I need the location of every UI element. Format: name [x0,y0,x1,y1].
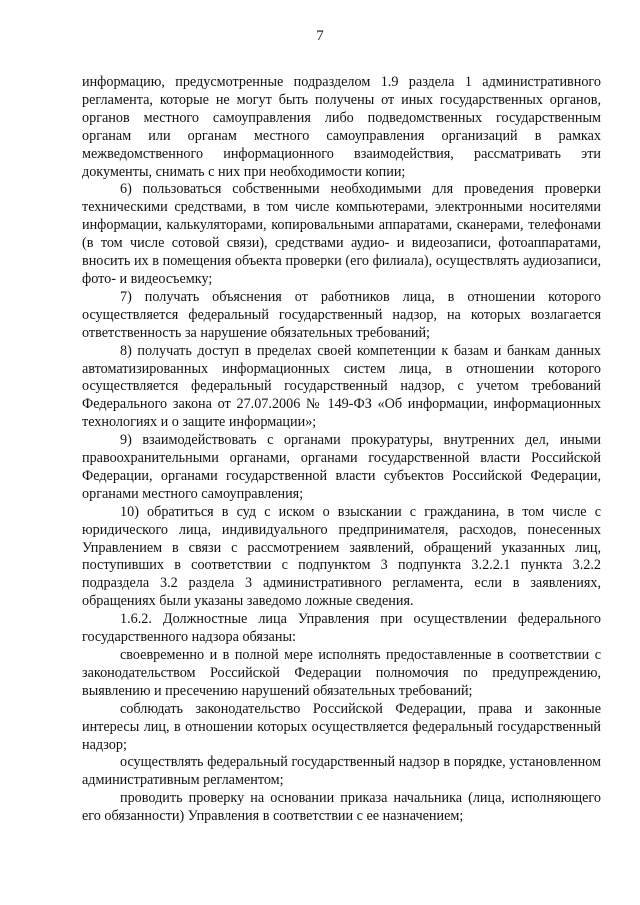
paragraph-item-8: 8) получать доступ в пределах своей компетенции к базам и банкам данных автоматизированных информационных систем лица, в отношении которого осуществляется федеральный государственный надзор, с учетом требований Федерального закона от 27.07.2006 № 149-ФЗ «Об информации, информационных технологиях и о защите информации»; [82,342,601,431]
paragraph-item-10: 10) обратиться в суд с иском о взыскании с гражданина, в том числе с юридического лица, индивидуального предпринимателя, расходов, понесенных Управлением в связи с рассмотрением заявлений, обращений указанных лиц, поступивших в соответствии с подпунктом 3 подпункта 3.2.2.1 пункта 3.2.2 подраздела 3.2 раздела 3 административного регламента, если в заявлениях, обращениях были указаны заведомо ложные сведения. [82,503,601,610]
paragraph-duty-4: проводить проверку на основании приказа начальника (лица, исполняющего его обязанности) Управления в соответствии с ее назначением; [82,790,601,825]
paragraph-item-6: 6) пользоваться собственными необходимыми для проведения проверки техническими средствами, в том числе компьютерами, электронными носителями информации, калькуляторами, копировальными аппаратами, сканерами, телефонами (в том числе сотовой связи), средствами аудио- и видеозаписи, фотоаппаратами, вносить их в помещения объекта проверки (его филиала), осуществлять аудиозаписи, фото- и видеосъемку; [82,181,601,287]
document-body [82,74,601,826]
paragraph-section-1-6-2: 1.6.2. Должностные лица Управления при осуществлении федерального государственного надзора обязаны: [82,611,601,646]
paragraph-item-7: 7) получать объяснения от работников лица, в отношении которого осуществляется федеральный государственный надзор, на которых возлагается ответственность за нарушение обязательных требований; [82,288,601,341]
paragraph-duty-1: своевременно и в полной мере исполнять предоставленные в соответствии с законодательством Российской Федерации полномочия по предупреждению, выявлению и пресечению нарушений обязательных требований; [82,647,601,699]
paragraph-continuation: информацию, предусмотренные подразделом 1.9 раздела 1 административного регламента, которые не могут быть получены от иных государственных органов, органов местного самоуправления либо подведомственных государственным органам или органам местного самоуправления организаций в рамках межведомственного информационного взаимодействия, рассматривать эти документы, снимать с них при необходимости копии; [82,74,601,180]
paragraph-duty-2: соблюдать законодательство Российской Федерации, права и законные интересы лиц, в отношении которых осуществляется федеральный государственный надзор; [82,700,601,753]
paragraph-duty-3: осуществлять федеральный государственный надзор в порядке, установленном административным регламентом; [82,754,601,789]
paragraph-item-9: 9) взаимодействовать с органами прокуратуры, внутренних дел, иными правоохранительными органами, органами государственной власти Российской Федерации, органами государственной власти субъектов Российской Федерации, органами местного самоуправления; [82,432,601,502]
page-number: 7 [316,28,324,44]
